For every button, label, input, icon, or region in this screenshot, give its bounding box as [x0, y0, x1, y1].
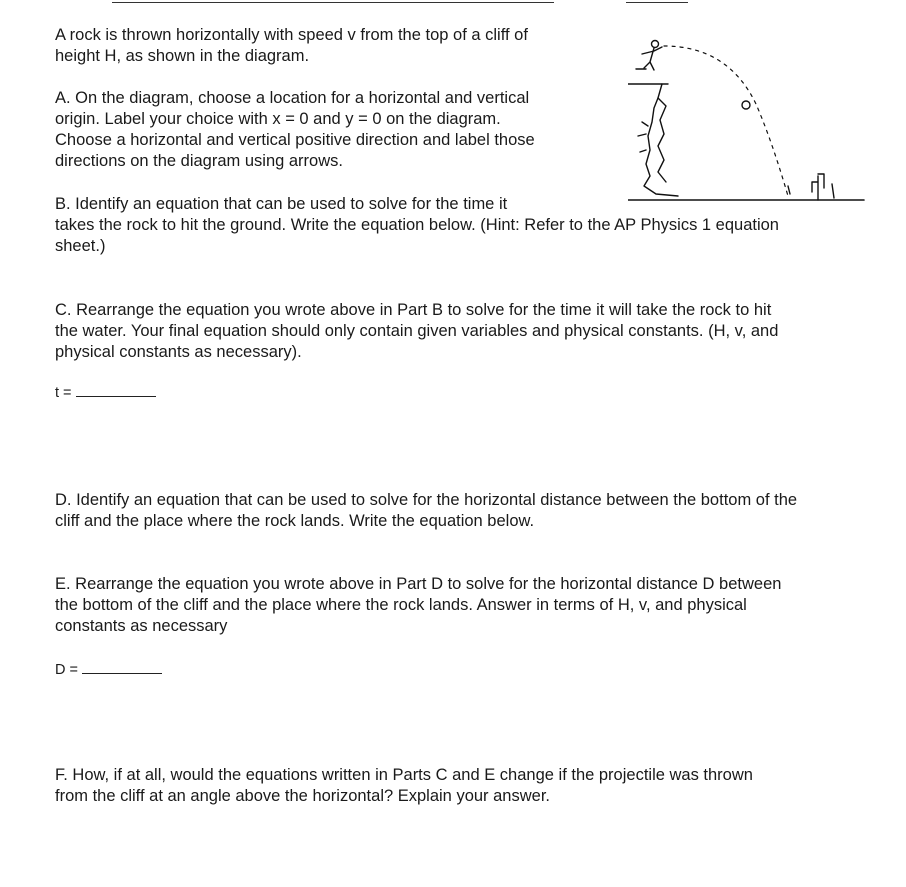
d-answer-line[interactable] [82, 673, 162, 674]
top-rule-left [112, 2, 554, 3]
part-a-text: A. On the diagram, choose a location for a horizontal and vertical origin. Label your choice with x = 0 and y = 0 on the diagram. Choose a horizontal and vertical positive direction and label those directions on the diagram using arrows. [55, 89, 535, 170]
part-b-text: B. Identify an equation that can be used to solve for the time it takes the rock to hit the ground. Write the equation below. (Hint: Refer to the AP Physics 1 equation sheet.) [55, 195, 779, 255]
top-rule-right [626, 2, 688, 3]
person-body [642, 47, 662, 70]
d-label: D = [55, 662, 78, 678]
part-c-text: C. Rearrange the equation you wrote above in Part B to solve for the time it will take the rock to hit the water. Your final equation should only contain given variables and physical constants. (H, v, and physical constants as necessary). [55, 301, 779, 361]
part-d-text: D. Identify an equation that can be used to solve for the horizontal distance between the bottom of the cliff and the place where the rock lands. Write the equation below. [55, 491, 798, 530]
t-answer-line[interactable] [76, 396, 156, 397]
t-label: t = [55, 385, 72, 401]
rock-icon [742, 101, 750, 109]
part-e-text: E. Rearrange the equation you wrote above in Part D to solve for the horizontal distance D between the bottom of the cliff and the place where the rock lands. Answer in terms of H, v, and physical constants as necessary [55, 575, 782, 635]
cliff-diagram [628, 36, 868, 208]
d-answer-blank [55, 662, 162, 678]
cactus-icon [812, 174, 824, 200]
part-f-text: F. How, if at all, would the equations written in Parts C and E change if the projectile was thrown from the cliff at an angle above the horizontal? Explain your answer. [55, 766, 753, 805]
person-head [652, 41, 659, 48]
trajectory [664, 46, 788, 196]
t-answer-blank [55, 385, 156, 401]
intro-text: A rock is thrown horizontally with speed v from the top of a cliff of height H, as shown in the diagram. [55, 26, 528, 65]
